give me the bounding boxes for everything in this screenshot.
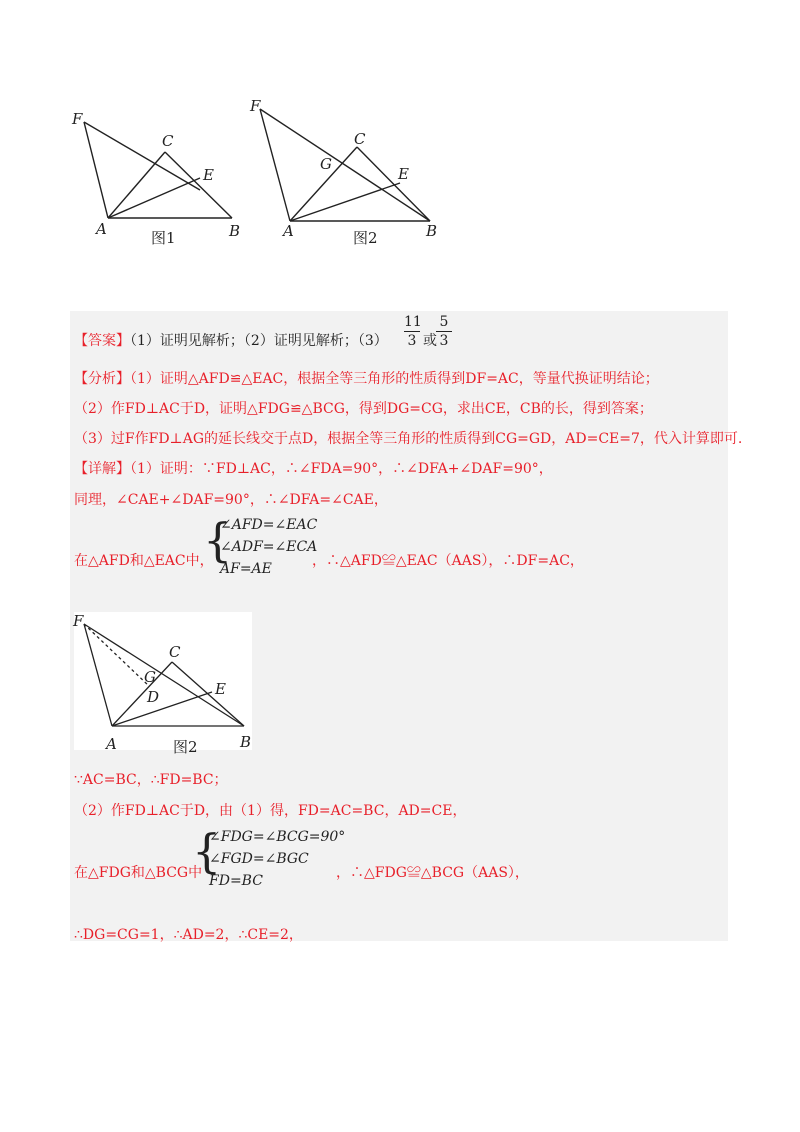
analysis-text-1: （1）证明△AFD≌△EAC，根据全等三角形的性质得到DF=AC，等量代换证明结论； (130, 371, 659, 387)
system-2-eq-2: ∠FGD=∠BGC (209, 851, 309, 867)
answer-fraction-1 (404, 314, 420, 349)
fig3-label-b: B (240, 733, 252, 751)
fraction-1-denominator: 3 (407, 333, 417, 349)
analysis-line-2: （2）作FD⊥AC于D，证明△FDG≌△BCG，得到DG=CG，求出CE，CB的长，得到答案； (74, 401, 653, 417)
system-2-brace: { (192, 824, 222, 878)
detail-line-3-prefix: 在△AFD和△EAC中， (74, 553, 214, 569)
detail-tag: 【详解】 (74, 461, 130, 477)
analysis-line-1 (74, 368, 659, 388)
fig1-label-c: C (162, 132, 174, 150)
fig1-caption: 图1 (151, 229, 176, 247)
fig2-label-g: G (320, 155, 332, 173)
detail-line-5: （2）作FD⊥AC于D，由（1）得，FD=AC=BC，AD=CE， (74, 803, 467, 819)
system-1-eq-1: ∠AFD=∠EAC (220, 517, 318, 533)
system-1-brace: { (203, 513, 233, 567)
fig2-label-c: C (354, 130, 366, 148)
fig3-label-f: F (73, 612, 84, 630)
fig3-label-c: C (169, 643, 181, 661)
analysis-line-3: （3）过F作FD⊥AG的延长线交于点D，根据全等三角形的性质得到CG=GD，AD=CE=7，代入计算即可. (74, 431, 743, 447)
detail-line-6-suffix: ，∴△FDG≌△BCG（AAS）， (336, 865, 529, 881)
answer-text: （1）证明见解析；（2）证明见解析；（3） (130, 333, 388, 349)
fig2-caption: 图2 (353, 229, 378, 247)
fig1-label-f: F (72, 110, 83, 128)
fig3-label-e: E (215, 680, 226, 698)
fig2-label-f: F (250, 97, 261, 115)
fig3-label-g: G (144, 668, 156, 686)
fig3-label-d: D (147, 688, 160, 706)
answer-tag: 【答案】 (74, 333, 130, 349)
answer-line (74, 330, 388, 350)
figure-3 (74, 612, 254, 750)
system-2-eq-3: FD=BC (209, 873, 263, 889)
fig3-label-a: A (106, 735, 117, 753)
fraction-1-numerator: 11 (404, 314, 422, 330)
system-2-eq-1: ∠FDG=∠BCG=90° (209, 829, 346, 845)
detail-line-2: 同理，∠CAE+∠DAF=90°，∴∠DFA=∠CAE， (74, 492, 388, 508)
detail-line-4: ∵AC=BC，∴FD=BC； (74, 772, 228, 788)
fig1-label-e: E (203, 166, 214, 184)
fraction-2-numerator: 5 (439, 314, 449, 330)
system-1-eq-2: ∠ADF=∠ECA (220, 539, 318, 555)
fig1-label-a: A (96, 220, 107, 238)
answer-or: 或 (423, 333, 437, 349)
fig2-label-a: A (283, 222, 294, 240)
figure-2 (240, 95, 450, 245)
detail-line-3-suffix: ，∴△AFD≌△EAC（AAS），∴DF=AC， (312, 553, 584, 569)
detail-line-1 (74, 458, 553, 478)
detail-line-7: ∴DG=CG=1，∴AD=2，∴CE=2， (74, 927, 303, 943)
detail-text-1: （1）证明：∵FD⊥AC，∴∠FDA=90°，∴∠DFA+∠DAF=90°， (130, 461, 553, 477)
fig3-caption: 图2 (173, 738, 198, 756)
fig1-label-b: B (229, 222, 241, 240)
detail-line-6-prefix: 在△FDG和△BCG中 (74, 865, 203, 881)
fig2-label-b: B (426, 222, 438, 240)
fraction-2-denominator: 3 (439, 333, 449, 349)
fig2-label-e: E (398, 165, 409, 183)
answer-fraction-2 (436, 314, 452, 349)
system-1-eq-3: AF=AE (220, 561, 272, 577)
analysis-tag: 【分析】 (74, 371, 130, 387)
